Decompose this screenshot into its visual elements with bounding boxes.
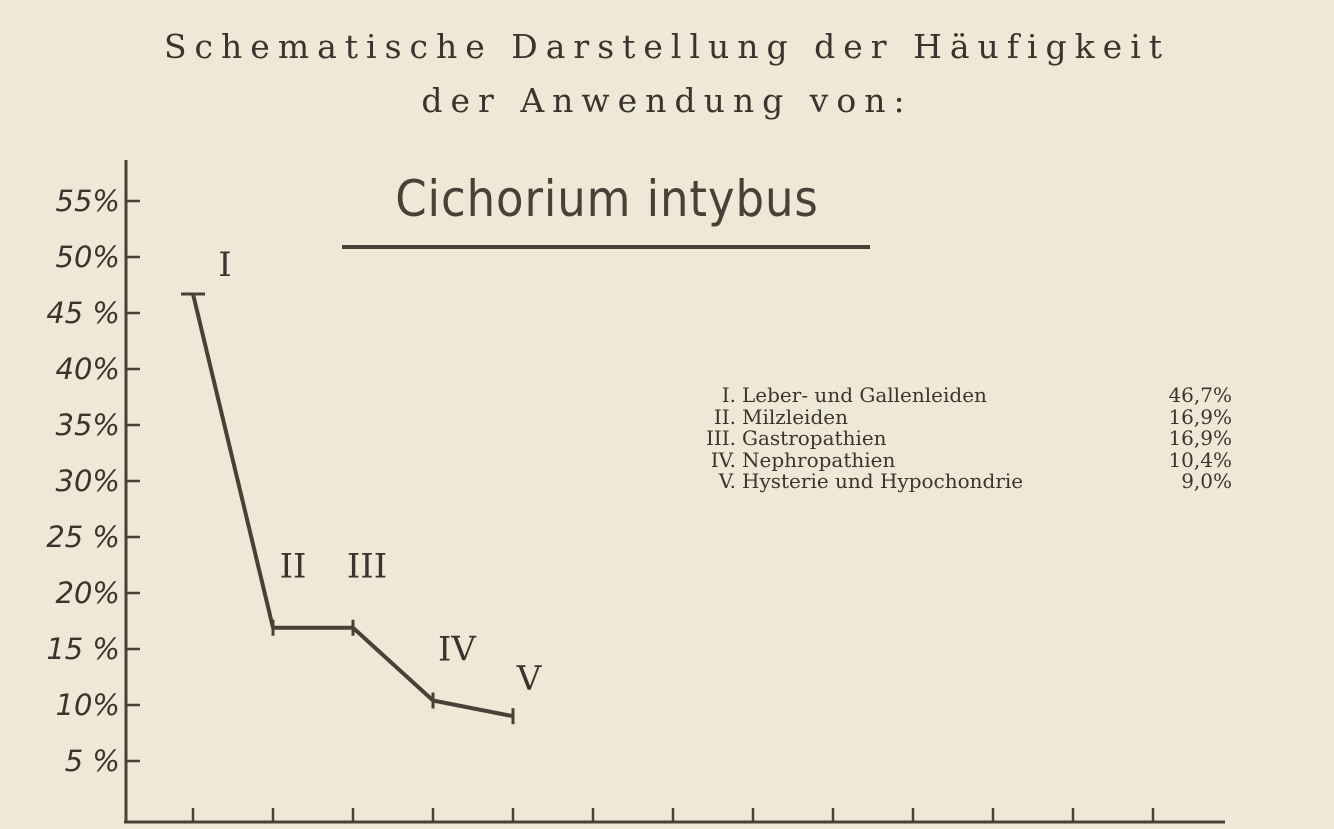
y-tick-label: 15 % xyxy=(46,632,120,666)
y-tick-label: 40% xyxy=(55,352,120,386)
y-tick-label: 30% xyxy=(55,464,120,498)
legend-numeral: V. xyxy=(718,469,736,493)
legend-label: Leber- und Gallenleiden xyxy=(742,383,987,407)
y-tick-label: 20% xyxy=(55,576,120,610)
legend-percent: 16,9% xyxy=(1168,426,1232,450)
y-tick-label: 5 % xyxy=(64,744,120,778)
legend-numeral: II. xyxy=(713,404,736,429)
legend-label: Hysterie und Hypochondrie xyxy=(742,469,1024,493)
header-line-1: Schematische Darstellung der Häufigkeit xyxy=(163,27,1171,66)
y-tick-label: 45 % xyxy=(46,296,120,330)
legend-label: Milzleiden xyxy=(742,404,848,429)
plant-name-title: Cichorium intybus xyxy=(395,170,819,228)
legend-percent: 16,9% xyxy=(1168,404,1232,429)
data-point-label: V xyxy=(516,659,542,700)
data-point-label: III xyxy=(346,546,388,587)
legend-percent: 46,7% xyxy=(1168,383,1232,407)
data-point-label: IV xyxy=(438,629,476,670)
legend-numeral: III. xyxy=(705,426,736,450)
legend-label: Gastropathien xyxy=(742,426,887,450)
y-tick-label: 10% xyxy=(55,688,120,722)
y-tick-label: 35% xyxy=(55,408,120,442)
legend-percent: 10,4% xyxy=(1168,447,1232,472)
legend-numeral: I. xyxy=(721,383,736,407)
y-tick-label: 55% xyxy=(55,184,120,218)
data-point-label: II xyxy=(279,546,307,587)
y-tick-label: 25 % xyxy=(46,520,120,554)
legend-numeral: IV. xyxy=(710,447,736,472)
y-tick-label: 50% xyxy=(55,240,120,274)
legend-label: Nephropathien xyxy=(742,447,896,472)
header-line-2: der Anwendung von: xyxy=(421,81,913,120)
data-point-label: I xyxy=(218,244,232,285)
legend-percent: 9,0% xyxy=(1181,469,1232,493)
